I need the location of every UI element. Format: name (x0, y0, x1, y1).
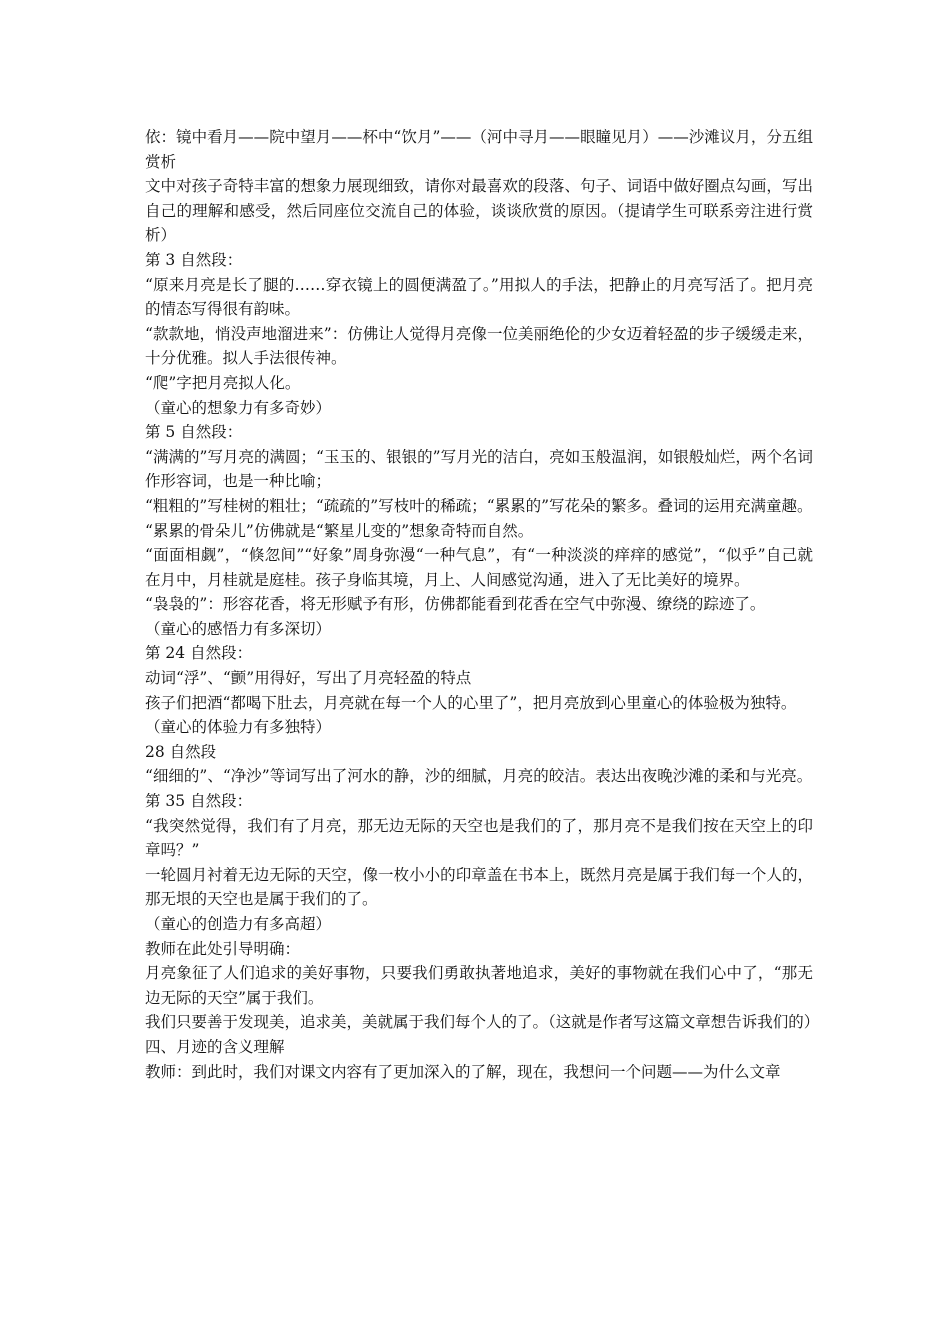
section-heading: 第 3 自然段： (145, 250, 243, 269)
text-line: 文中对孩子奇特丰富的想象力展现细致，请你对最喜欢的段落、句子、词语中做好圈点勾画，写出自己的理解和感受，然后同座位交流自己的体验，谈谈欣赏的原因。（提请学生可联系旁注进行赏析） (145, 177, 813, 245)
text-line: “累累的骨朵儿”仿佛就是“繁星儿变的”想象奇特而自然。 (145, 521, 534, 540)
text-line: “我突然觉得，我们有了月亮，那无边无际的天空也是我们的了，那月亮不是我们按在天空上的印章吗？” (145, 816, 813, 860)
section-heading: 第 5 自然段： (145, 423, 243, 442)
summary-line: （童心的体验力有多独特） (145, 718, 332, 737)
section-heading: 四、月迹的含义理解 (145, 1037, 285, 1056)
text-line: 一轮圆月衬着无边无际的天空，像一枚小小的印章盖在书本上，既然月亮是属于我们每一个人的，那无垠的天空也是属于我们的了。 (145, 865, 813, 909)
summary-line: （童心的创造力有多高超） (145, 915, 332, 933)
text-line: “袅袅的”：形容花香，将无形赋予有形，仿佛都能看到花香在空气中弥漫、缭绕的踪迹了。 (145, 595, 766, 614)
section-heading: 第 24 自然段： (145, 644, 253, 663)
text-line: 教师在此处引导明确： (145, 939, 301, 958)
text-line: “粗粗的”写桂树的粗壮；“疏疏的”写枝叶的稀疏；“累累的”写花朵的繁多。叠词的运用充满童趣。 (145, 496, 813, 515)
text-line: “满满的”写月亮的满圆；“玉玉的、银银的”写月光的洁白，亮如玉般温润，如银般灿烂，两个名词作形容词，也是一种比喻； (145, 447, 813, 491)
text-line: “爬”字把月亮拟人化。 (145, 373, 301, 392)
section-heading: 第 35 自然段： (145, 792, 253, 811)
text-line: “原来月亮是长了腿的……穿衣镜上的圆便满盈了。”用拟人的手法，把静止的月亮写活了。把月亮的情态写得很有韵味。 (145, 275, 813, 319)
section-heading: 28 自然段 (145, 742, 217, 761)
text-line: “款款地，悄没声地溜进来”：仿佛让人觉得月亮像一位美丽绝伦的少女迈着轻盈的步子缓缓走来，十分优雅。拟人手法很传神。 (145, 324, 813, 368)
summary-line: （童心的想象力有多奇妙） (145, 398, 332, 417)
text-line: “面面相觑”，“倏忽间”“好象”周身弥漫“一种气息”，有“一种淡淡的痒痒的感觉”，“似乎”自己就在月中，月桂就是庭桂。孩子身临其境，月上、人间感觉沟通，进入了无比美好的境界。 (145, 546, 813, 589)
text-line: 动词“浮”、“颤”用得好，写出了月亮轻盈的特点 (145, 669, 472, 688)
text-line: 月亮象征了人们追求的美好事物，只要我们勇敢执著地追求，美好的事物就在我们心中了，“那无边无际的天空”属于我们。 (145, 964, 813, 1007)
text-line: 依：镜中看月——院中望月——杯中“饮月”——（河中寻月——眼瞳见月）——沙滩议月，分五组赏析 (145, 128, 813, 171)
text-line: “细细的”、“净沙”等词写出了河水的静，沙的细腻，月亮的皎洁。表达出夜晚沙滩的柔和与光亮。 (145, 767, 813, 786)
text-line: 我们只要善于发现美，追求美，美就属于我们每个人的了。（这就是作者写这篇文章想告诉我们的） (145, 1013, 820, 1032)
text-line: 孩子们把酒“都喝下肚去，月亮就在每一个人的心里了”，把月亮放到心里童心的体验极为独特。 (145, 693, 797, 712)
text-line: 教师：到此时，我们对课文内容有了更加深入的了解，现在，我想问一个问题——为什么文章 (145, 1062, 781, 1081)
document-body (145, 125, 820, 1084)
summary-line: （童心的感悟力有多深切） (145, 619, 332, 638)
